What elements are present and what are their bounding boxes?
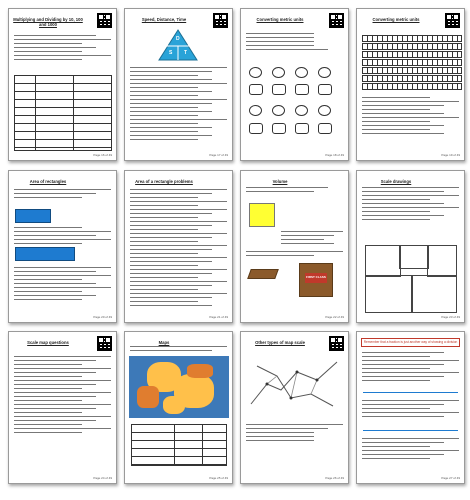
- worksheet-page: [124, 8, 233, 161]
- page-footer: Page 26 of 49: [325, 476, 344, 480]
- book-diagram: [247, 269, 279, 279]
- text-block: [362, 400, 459, 420]
- worksheet-page: [124, 331, 233, 484]
- page-title: Maps: [158, 340, 170, 345]
- triangle-letter-t: T: [184, 50, 188, 56]
- page-footer: Page 20 of 49: [93, 315, 112, 319]
- text-block: [14, 35, 111, 63]
- page-title: Speed, Distance, Time: [141, 17, 187, 22]
- worksheet-page: [8, 331, 117, 484]
- worksheet-page: [8, 170, 117, 323]
- page-footer: Page 18 of 49: [325, 153, 344, 157]
- worksheet-page: [240, 8, 349, 161]
- page-footer: Page 21 of 49: [209, 315, 228, 319]
- worksheet-page: [240, 170, 349, 323]
- page-footer: Page 17 of 49: [209, 153, 228, 157]
- route-map: [247, 354, 343, 414]
- text-block: [362, 438, 459, 462]
- worksheet-page: [124, 170, 233, 323]
- answer-table: [14, 75, 112, 151]
- text-block: [362, 352, 459, 384]
- fraction-reminder-banner: Remember that a fraction is just another way of showing a division: [361, 338, 460, 347]
- page-title: Volume: [272, 179, 288, 184]
- page-title: Converting metric units: [372, 17, 420, 22]
- page-footer: Page 24 of 49: [93, 476, 112, 480]
- page-title: Area of a rectangle problems: [135, 179, 193, 184]
- text-block: [246, 187, 343, 195]
- page-footer: Page 25 of 49: [209, 476, 228, 480]
- number-line: [363, 430, 458, 431]
- page-footer: Page 16 of 49: [93, 153, 112, 157]
- text-block: [246, 251, 343, 259]
- europe-map: [129, 356, 229, 418]
- page-title: Area of rectangles: [29, 179, 67, 184]
- text-block: [246, 33, 343, 53]
- page-title: Scale map questions: [27, 340, 69, 345]
- page-title: Scale drawings: [380, 179, 412, 184]
- qr-code-icon: [213, 13, 228, 28]
- text-block: [14, 189, 111, 201]
- page-title: Other types of map scale: [255, 340, 305, 345]
- worksheet-page: [240, 331, 349, 484]
- cube-diagram: [249, 203, 275, 227]
- text-block: [362, 187, 459, 223]
- triangle-letter-d: D: [176, 36, 180, 42]
- qr-code-icon: [97, 13, 112, 28]
- worksheet-page: [8, 8, 117, 161]
- rectangle-diagram: [15, 209, 51, 223]
- qr-code-icon: [329, 336, 344, 351]
- dst-triangle-icon: [158, 29, 198, 61]
- page-footer: Page 19 of 49: [441, 153, 460, 157]
- text-block: [281, 231, 343, 247]
- worksheet-page: [356, 331, 465, 484]
- worksheet-page: [356, 8, 465, 161]
- worksheet-page: [356, 170, 465, 323]
- page-title: Converting metric units: [256, 17, 304, 22]
- text-block: [362, 97, 459, 137]
- text-block: [14, 227, 111, 247]
- text-block: [14, 267, 111, 303]
- number-line: [363, 392, 458, 393]
- text-block: [246, 424, 343, 444]
- text-block: [14, 356, 111, 436]
- distance-table: [131, 424, 227, 466]
- qr-code-icon: [329, 13, 344, 28]
- page-title: Multiplying and Dividing by 10, 100 and 1000: [13, 17, 83, 27]
- qr-code-icon: [445, 13, 460, 28]
- page-footer: Page 27 of 49: [441, 476, 460, 480]
- text-block: [130, 189, 227, 309]
- qr-code-icon: [97, 336, 112, 351]
- text-block: [130, 67, 227, 143]
- triangle-letter-s: S: [169, 50, 173, 56]
- rectangle-diagram: [15, 247, 75, 261]
- first-class-label: FIRST CLASS: [306, 275, 326, 279]
- page-footer: Page 22 of 49: [325, 315, 344, 319]
- page-footer: Page 23 of 49: [441, 315, 460, 319]
- text-block: [130, 346, 227, 354]
